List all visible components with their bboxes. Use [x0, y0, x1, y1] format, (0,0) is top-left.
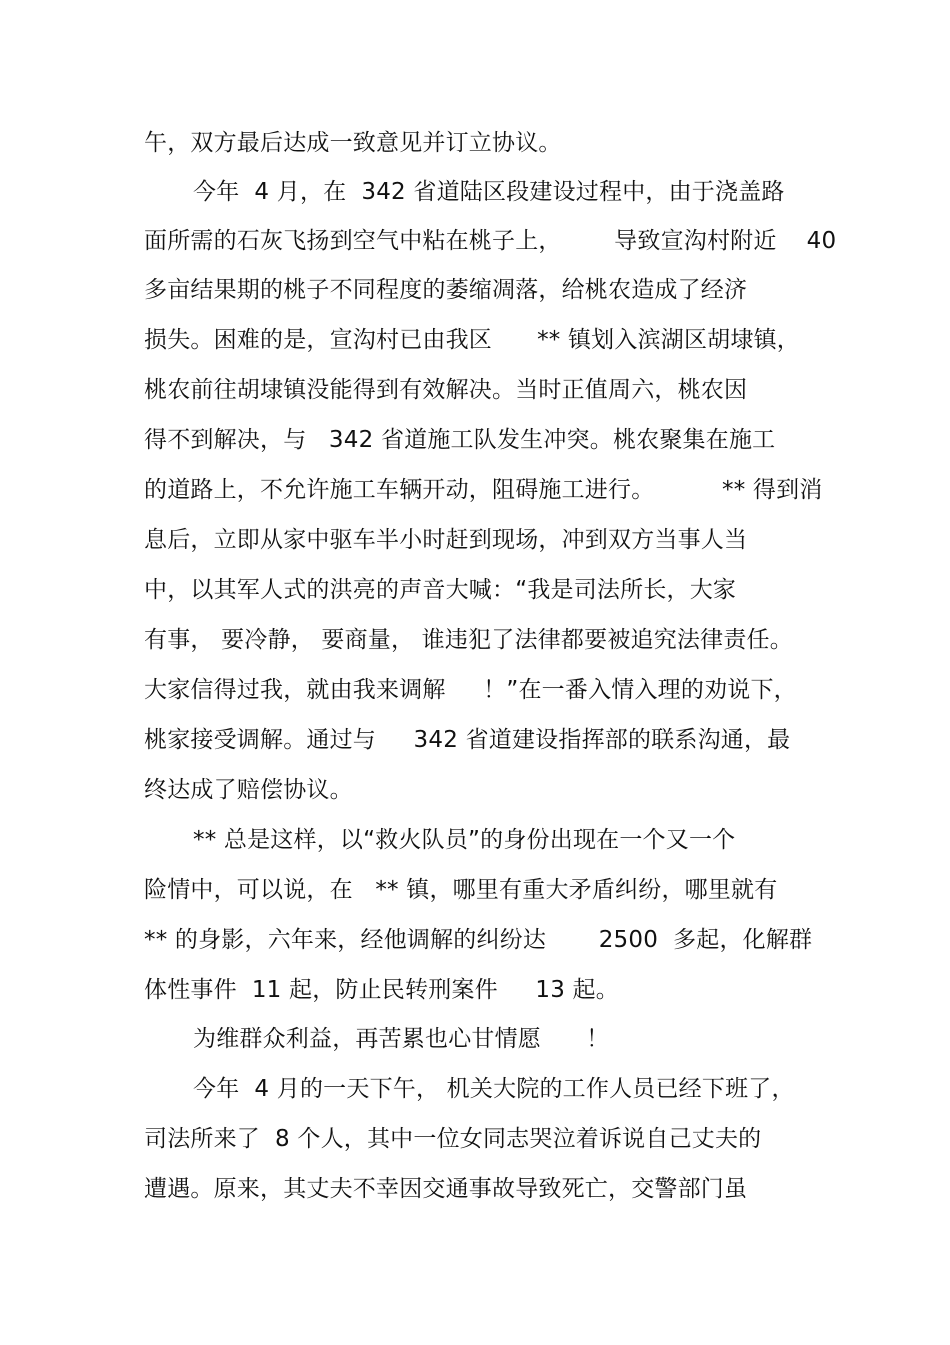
text-line: 有事， 要冷静， 要商量， 谁违犯了法律都要被追究法律责任。 — [144, 627, 793, 653]
text-line: 体性事件 11 起，防止民转刑案件 13 起。 — [144, 977, 619, 1003]
text-line: 面所需的石灰飞扬到空气中粘在桃子上， 导致宣沟村附近 40 — [144, 228, 837, 254]
paragraph-start-line: 今年 4 月的一天下午， 机关大院的工作人员已经下班了， — [193, 1076, 795, 1102]
text-line: 终达成了赔偿协议。 — [144, 777, 353, 803]
text-line: ** 的身影，六年来，经他调解的纠纷达 2500 多起，化解群 — [144, 927, 813, 953]
text-line: 午，双方最后达成一致意见并订立协议。 — [144, 130, 562, 156]
text-line: 司法所来了 8 个人，其中一位女同志哭泣着诉说自己丈夫的 — [144, 1126, 762, 1152]
section-heading: 为维群众利益，再苦累也心甘情愿 ！ — [193, 1026, 610, 1052]
text-line: 损失。困难的是，宣沟村已由我区 ** 镇划入滨湖区胡埭镇， — [144, 327, 800, 353]
text-line: 桃家接受调解。通过与 342 省道建设指挥部的联系沟通，最 — [144, 727, 791, 753]
text-line: 桃农前往胡埭镇没能得到有效解决。当时正值周六，桃农因 — [144, 377, 748, 403]
paragraph-start-line: ** 总是这样，以“救火队员”的身份出现在一个又一个 — [193, 827, 736, 853]
text-line: 的道路上，不允许施工车辆开动，阻碍施工进行。 ** 得到消 — [144, 477, 823, 503]
text-line: 中，以其军人式的洪亮的声音大喊：“我是司法所长，大家 — [144, 577, 737, 603]
text-line: 大家信得过我，就由我来调解 ！”在一番入情入理的劝说下， — [144, 677, 797, 703]
text-line: 险情中，可以说，在 ** 镇，哪里有重大矛盾纠纷，哪里就有 — [144, 877, 778, 903]
text-line: 息后，立即从家中驱车半小时赶到现场，冲到双方当事人当 — [144, 527, 748, 553]
text-line: 得不到解决，与 342 省道施工队发生冲突。桃农聚集在施工 — [144, 427, 776, 453]
paragraph-start-line: 今年 4 月，在 342 省道陆区段建设过程中，由于浇盖路 — [193, 179, 785, 205]
text-line: 遭遇。原来，其丈夫不幸因交通事故导致死亡，交警部门虽 — [144, 1176, 748, 1202]
text-line: 多亩结果期的桃子不同程度的萎缩凋落，给桃农造成了经济 — [144, 277, 748, 303]
